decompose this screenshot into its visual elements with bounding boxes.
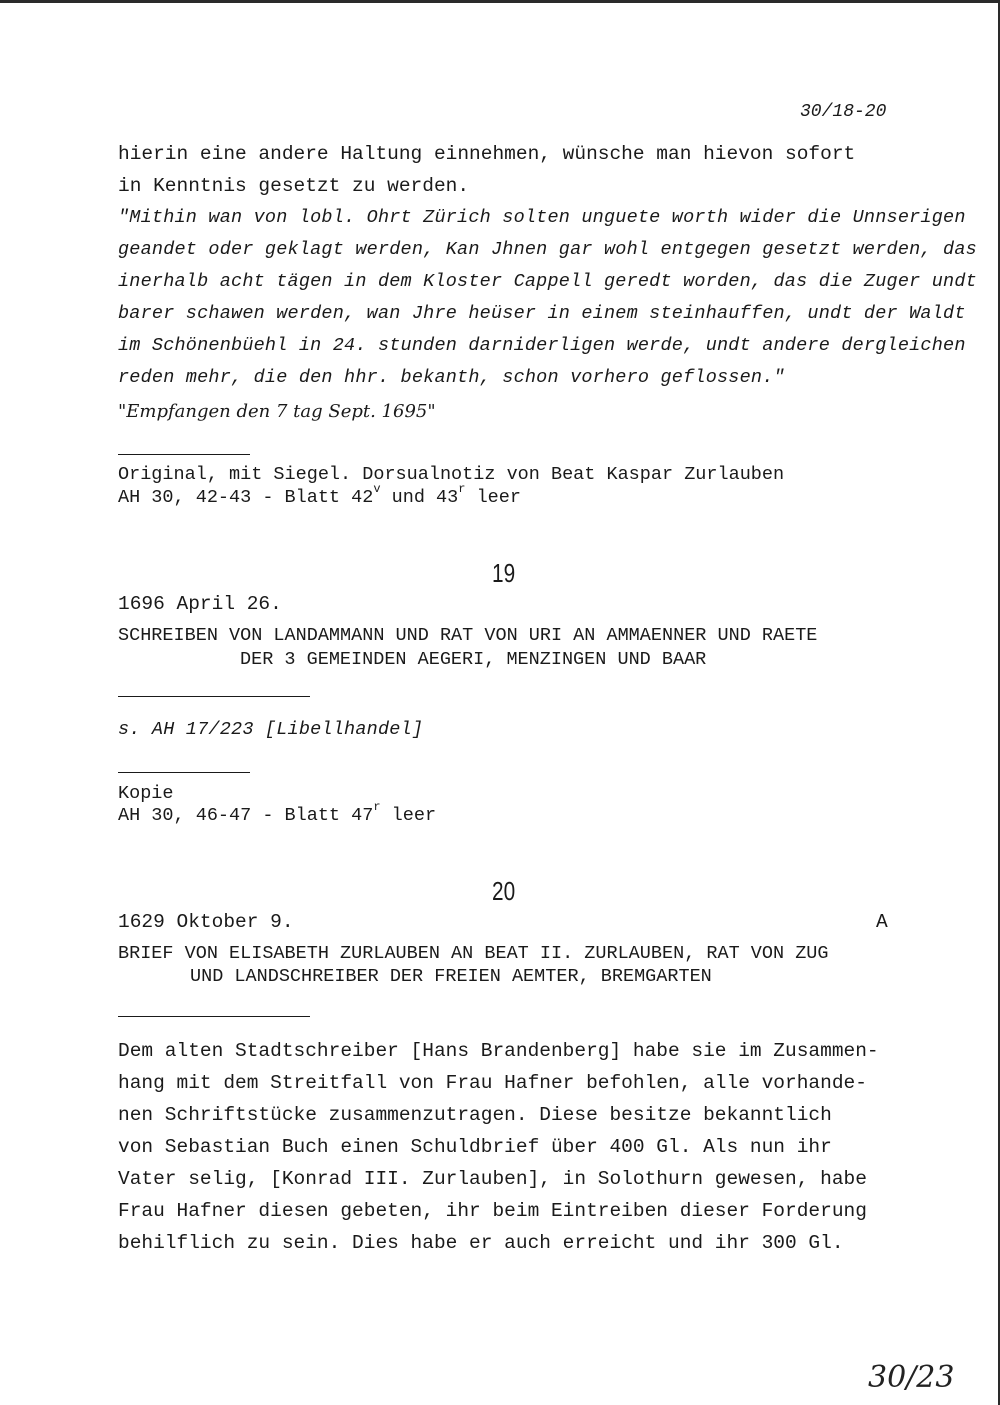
doc20-title-line-1: BRIEF VON ELISABETH ZURLAUBEN AN BEAT II. ZURLAUBEN, RAT VON ZUG [118, 943, 829, 964]
doc20-body-line-6: Frau Hafner diesen gebeten, ihr beim Eintreiben dieser Forderung [118, 1200, 867, 1222]
doc20-body-line-2: hang mit dem Streitfall von Frau Hafner befohlen, alle vorhande- [118, 1072, 867, 1094]
separator-rule [118, 696, 310, 697]
quote-line-2: geandet oder geklagt werden, Kan Jhnen gar wohl entgegen gesetzt werden, das [118, 239, 977, 260]
folio-number: 30/23 [868, 1360, 955, 1395]
scan-top-edge [0, 0, 1000, 3]
source-line-19 [118, 800, 437, 829]
continuation-line-1: hierin eine andere Haltung einnehmen, wünsche man hievon sofort [118, 143, 856, 165]
recto-superscript: r [458, 482, 466, 496]
separator-rule [118, 772, 250, 773]
leer-text: leer [380, 805, 437, 826]
quote-line-4: barer schawen werden, wan Jhre heüser in einem steinhauffen, undt der Waldt [118, 303, 966, 324]
doc19-date: 1696 April 26. [118, 593, 282, 615]
doc19-reference: s. AH 17/223 [Libellhandel] [118, 719, 424, 740]
source-line-18 [118, 482, 521, 511]
doc20-date: 1629 Oktober 9. [118, 911, 294, 933]
document-number-19: 19 [492, 558, 516, 588]
doc20-body-line-3: nen Schriftstücke zusammenzutragen. Diese besitze bekanntlich [118, 1104, 832, 1126]
doc19-title-line-1: SCHREIBEN VON LANDAMMANN UND RAT VON URI AN AMMAENNER UND RAETE [118, 625, 818, 646]
original-note-text: Original, mit Siegel. Dorsualnotiz von Beat Kaspar Zurlauben [118, 464, 785, 485]
quote-line-5: im Schönenbüehl in 24. stunden darniderligen werde, undt andere dergleichen [118, 335, 966, 356]
source-text: AH 30, 42-43 - Blatt 42 [118, 487, 374, 508]
quote-line-1: "Mithin wan von lobl. Ohrt Zürich solten unguete worth wider die Unnserigen [118, 207, 966, 228]
recto-superscript: r [373, 800, 381, 814]
document-number-20: 20 [492, 876, 516, 906]
leer-text: leer [465, 487, 521, 508]
doc20-body-line-7: behilflich zu sein. Dies habe er auch erreicht und ihr 300 Gl. [118, 1232, 844, 1254]
doc20-body-line-5: Vater selig, [Konrad III. Zurlauben], in Solothurn gewesen, habe [118, 1168, 867, 1190]
original-note [118, 463, 784, 487]
verso-superscript: v [373, 482, 381, 496]
quote-line-3: inerhalb acht tägen in dem Kloster Cappell geredt worden, das die Zuger undt [118, 271, 977, 292]
doc20-body-line-4: von Sebastian Buch einen Schuldbrief über 400 Gl. Als nun ihr [118, 1136, 832, 1158]
received-note: "Empfangen den 7 tag Sept. 1695" [118, 401, 436, 422]
separator-rule [118, 454, 250, 455]
page-reference: 30/18-20 [800, 102, 887, 122]
doc20-title-line-2: UND LANDSCHREIBER DER FREIEN AEMTER, BREMGARTEN [190, 966, 712, 987]
quote-line-6: reden mehr, die den hhr. bekanth, schon vorhero geflossen." [118, 367, 785, 388]
doc19-copy-label: Kopie [118, 783, 174, 804]
continuation-line-2: in Kenntnis gesetzt zu werden. [118, 175, 470, 197]
und-text: und 43 [380, 487, 459, 508]
doc20-marker: A [876, 911, 888, 933]
doc20-body-line-1: Dem alten Stadtschreiber [Hans Brandenberg] habe sie im Zusammen- [118, 1040, 879, 1062]
separator-rule [118, 1016, 310, 1017]
doc19-title-line-2: DER 3 GEMEINDEN AEGERI, MENZINGEN UND BAAR [240, 649, 707, 670]
source-text: AH 30, 46-47 - Blatt 47 [118, 805, 374, 826]
